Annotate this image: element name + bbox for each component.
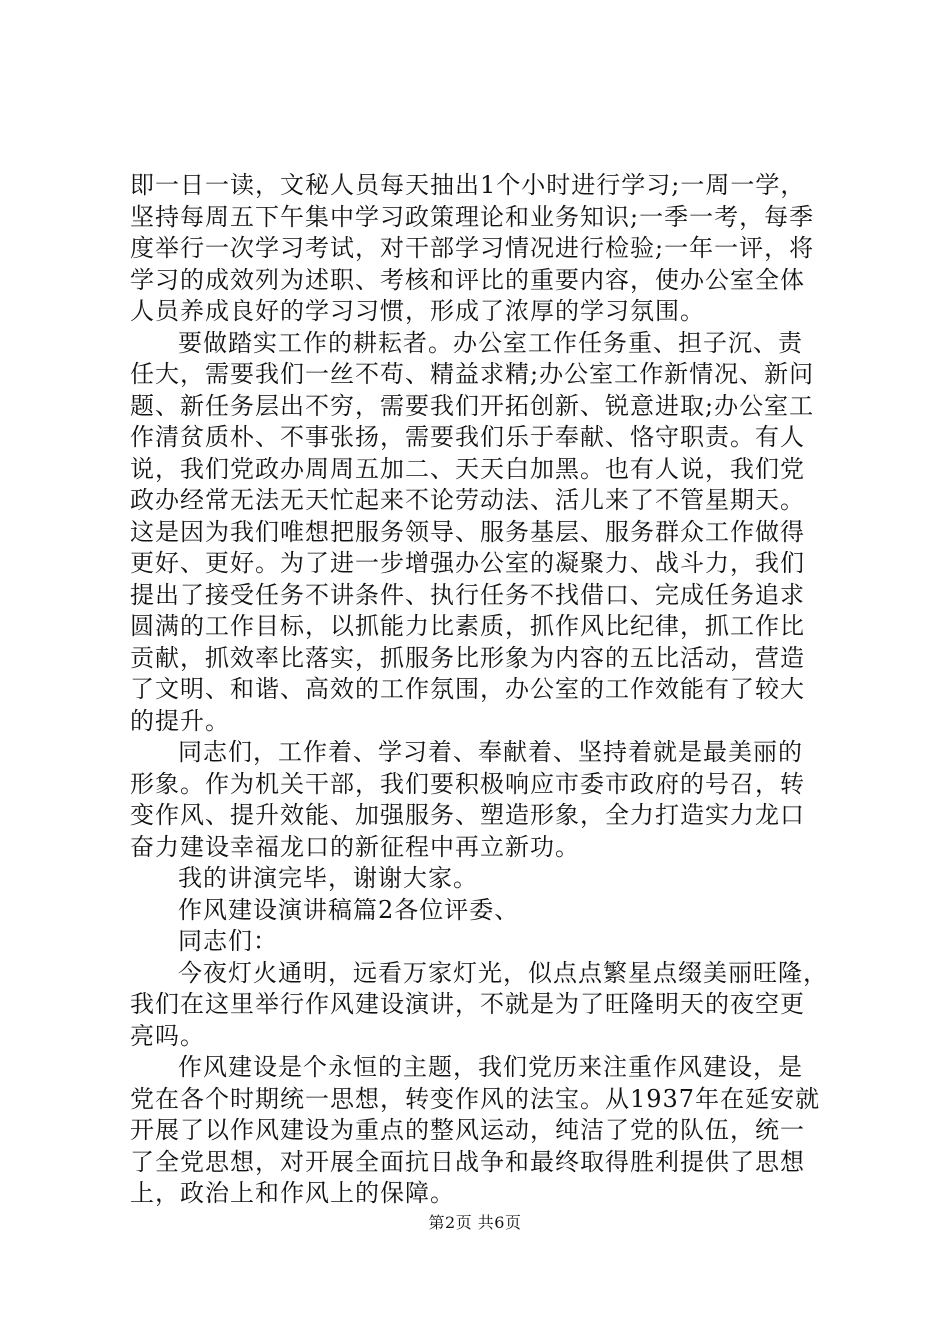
text-line: 上，政治上和作风上的保障。 (130, 1179, 455, 1207)
text-line: 形象。作为机关干部，我们要积极响应市委市政府的号召，转 (130, 769, 805, 798)
text-line: 作清贫质朴、不事张扬，需要我们乐于奉献、恪守职责。有人 (130, 423, 805, 451)
text-line: 开展了以作风建设为重点的整风运动，纯洁了党的队伍，统一 (130, 1116, 805, 1144)
text-line: 圆满的工作目标，以抓能力比素质，抓作风比纪律，抓工作比 (130, 612, 805, 640)
text-line: 党在各个时期统一思想，转变作风的法宝。从1937年在延安就 (130, 1084, 821, 1113)
text-line: 我们在这里举行作风建设演讲，不就是为了旺隆明天的夜空更 (130, 990, 805, 1018)
paragraph-start-line: 作风建设是个永恒的主题，我们党历来注重作风建设，是 (178, 1053, 803, 1081)
paragraph-start-line: 作风建设演讲稿篇2各位评委、 (178, 895, 520, 924)
paragraph-start-line: 要做踏实工作的耕耘者。办公室工作任务重、担子沉、责 (178, 328, 803, 357)
text-line: 更好、更好。为了进一步增强办公室的凝聚力、战斗力，我们 (130, 549, 805, 577)
text-line: 了文明、和谐、高效的工作氛围，办公室的工作效能有了较大 (130, 675, 805, 703)
text-line: 度举行一次学习考试，对干部学习情况进行检验;一年一评，将 (130, 234, 815, 262)
text-line: 这是因为我们唯想把服务领导、服务基层、服务群众工作做得 (130, 517, 805, 546)
text-line: 贡献，抓效率比落实，抓服务比形象为内容的五比活动，营造 (130, 643, 805, 672)
paragraph-start-line: 今夜灯火通明，远看万家灯光，似点点繁星点缀美丽旺隆， (178, 958, 828, 987)
text-line: 了全党思想，对开展全面抗日战争和最终取得胜利提供了思想 (130, 1147, 805, 1176)
text-line: 任大，需要我们一丝不苟、精益求精;办公室工作新情况、新问 (130, 360, 815, 388)
text-line: 坚持每周五下午集中学习政策理论和业务知识;一季一考，每季 (130, 202, 815, 231)
text-line: 的提升。 (130, 706, 230, 735)
text-line: 人员养成良好的学习习惯，形成了浓厚的学习氛围。 (130, 297, 705, 325)
text-line: 题、新任务层出不穷，需要我们开拓创新、锐意进取;办公室工 (130, 391, 815, 420)
paragraph-start-line: 同志们，工作着、学习着、奉献着、坚持着就是最美丽的 (178, 738, 803, 766)
paragraph-start-line: 我的讲演完毕，谢谢大家。 (178, 864, 478, 892)
text-line: 学习的成效列为述职、考核和评比的重要内容，使办公室全体 (130, 265, 805, 294)
text-line: 说，我们党政办周周五加二、天天白加黑。也有人说，我们党 (130, 454, 805, 483)
page-footer: 第2页 共6页 (428, 1213, 522, 1232)
text-line: 奋力建设幸福龙口的新征程中再立新功。 (130, 832, 580, 861)
text-line: 变作风、提升效能、加强服务、塑造形象，全力打造实力龙口 (130, 801, 805, 829)
text-line: 提出了接受任务不讲条件、执行任务不找借口、完成任务追求 (130, 580, 805, 609)
paragraph-start-line: 同志们： (178, 927, 278, 955)
text-line: 亮吗。 (130, 1021, 205, 1050)
document-body (130, 170, 830, 1210)
text-line: 政办经常无法无天忙起来不论劳动法、活儿来了不管星期天。 (130, 486, 805, 514)
text-line: 即一日一读，文秘人员每天抽出1个小时进行学习;一周一学， (130, 171, 806, 199)
